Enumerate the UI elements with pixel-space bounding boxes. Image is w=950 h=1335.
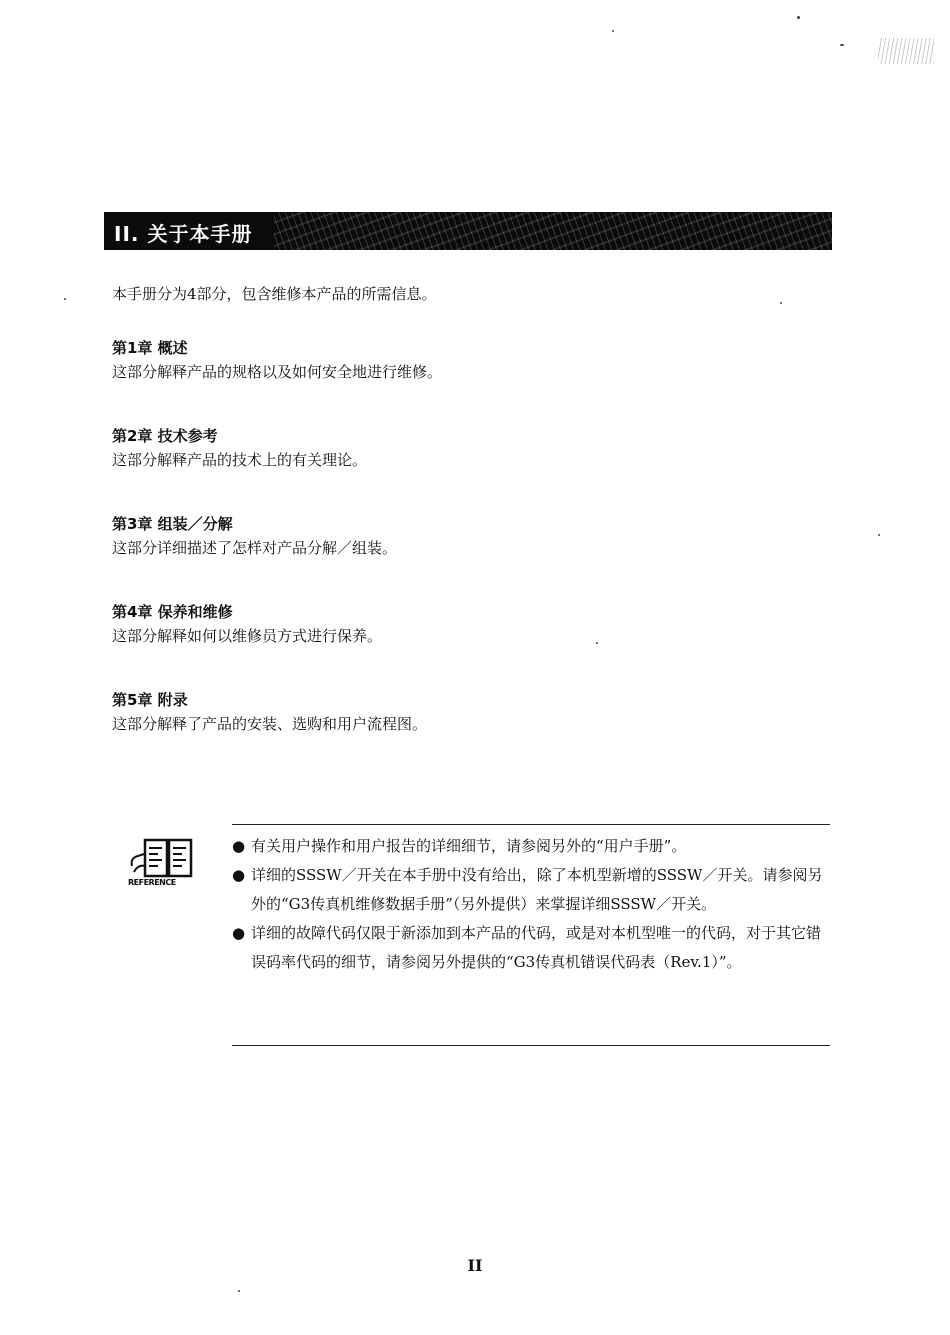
note-text: 详细的SSSW／开关在本手册中没有给出，除了本机型新增的SSSW／开关。请参阅另外的“G3传真机维修数据手册”（另外提供）来掌握详细SSSW／开关。 <box>251 866 823 913</box>
chapter-2 <box>112 424 832 472</box>
note-item <box>232 861 832 919</box>
scan-speck <box>612 30 614 32</box>
chapter-3 <box>112 512 832 560</box>
note-text: 详细的故障代码仅限于新添加到本产品的代码，或是对本机型唯一的代码，对于其它错误码率代码的细节，请参阅另外提供的“G3传真机错误代码表（Rev.1）”。 <box>251 924 822 971</box>
scan-speck <box>840 44 844 46</box>
note-text: 有关用户操作和用户报告的详细细节，请参阅另外的“用户手册”。 <box>251 837 687 855</box>
chapter-title: 第3章 组装／分解 <box>112 515 233 533</box>
section-title: II. 关于本手册 <box>114 222 253 246</box>
chapter-title: 第1章 概述 <box>112 339 188 357</box>
chapter-4 <box>112 600 832 648</box>
scan-speck <box>878 534 880 536</box>
bullet-icon: ● <box>232 837 246 855</box>
chapter-1 <box>112 336 832 384</box>
note-rule-top <box>232 824 830 825</box>
section-header-bar <box>104 212 832 250</box>
bullet-icon: ● <box>232 866 246 884</box>
chapter-desc: 这部分解释产品的技术上的有关理论。 <box>112 451 368 469</box>
bullet-icon: ● <box>232 924 246 942</box>
chapter-desc: 这部分解释了产品的安装、选购和用户流程图。 <box>112 715 428 733</box>
header-texture <box>274 212 832 250</box>
scan-speck <box>797 16 800 19</box>
scan-noise <box>878 38 934 64</box>
chapter-list <box>112 336 832 776</box>
chapter-desc: 这部分详细描述了怎样对产品分解／组装。 <box>112 539 398 557</box>
chapter-desc: 这部分解释如何以维修员方式进行保养。 <box>112 627 383 645</box>
chapter-5 <box>112 688 832 736</box>
reference-book-icon <box>128 836 194 896</box>
scan-speck <box>64 298 66 300</box>
note-item <box>232 919 832 977</box>
note-item <box>232 832 832 861</box>
chapter-title: 第4章 保养和维修 <box>112 603 233 621</box>
chapter-title: 第2章 技术参考 <box>112 427 218 445</box>
reference-label: REFERENCE <box>128 878 176 887</box>
chapter-title: 第5章 附录 <box>112 691 188 709</box>
chapter-desc: 这部分解释产品的规格以及如何安全地进行维修。 <box>112 363 443 381</box>
scan-speck <box>238 1290 240 1292</box>
note-rule-bottom <box>232 1045 830 1046</box>
intro-text: 本手册分为4部分，包含维修本产品的所需信息。 <box>112 285 437 303</box>
page-number: II <box>467 1256 483 1275</box>
reference-notes <box>232 832 832 977</box>
